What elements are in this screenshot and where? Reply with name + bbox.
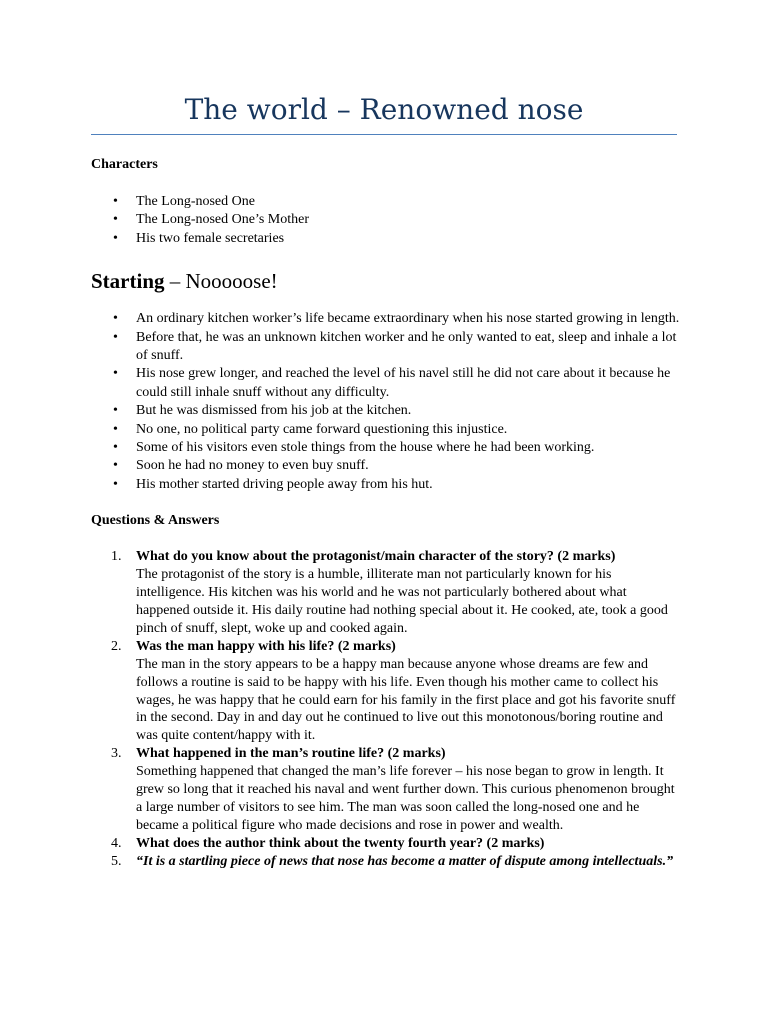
list-item-text: But he was dismissed from his job at the kitchen. [136, 403, 412, 419]
list-item-text: The Long-nosed One [136, 194, 255, 209]
list-item [91, 402, 681, 420]
qa-item [91, 835, 681, 853]
list-item [91, 193, 681, 211]
qa-question: What do you know about the protagonist/main character of the story? (2 marks) [136, 549, 616, 565]
list-item [91, 421, 681, 439]
list-item-text: His two female secretaries [136, 230, 285, 246]
qa-item [91, 638, 681, 745]
page-title: The world – Renowned nose [184, 93, 584, 126]
qa-question: What happened in the man’s routine life? (2 marks) [136, 746, 446, 762]
bullet-icon: • [113, 212, 118, 228]
bullet-icon: • [113, 476, 118, 492]
list-item-text: His nose grew longer, and reached the level of his navel still he did not care about it because he could still inhale snuff without any difficulty. [136, 366, 671, 400]
list-item-text: Some of his visitors even stole things from the house where he had been working. [136, 440, 595, 456]
bullet-icon: • [113, 366, 118, 382]
bullet-icon: • [113, 403, 118, 419]
list-item-text: The Long-nosed One’s Mother [136, 212, 310, 228]
title-underline [91, 134, 677, 135]
list-item [91, 439, 681, 457]
list-item [91, 211, 681, 229]
document-body [91, 156, 681, 871]
qa-item [91, 745, 681, 835]
starting-heading-rest: – Nooooose! [164, 269, 278, 294]
qa-question: What does the author think about the twenty fourth year? (2 marks) [136, 835, 545, 851]
list-item-text: An ordinary kitchen worker’s life became extraordinary when his nose started growing in length. [136, 311, 680, 327]
list-item [91, 476, 681, 494]
qa-number: 1. [111, 549, 122, 565]
bullet-icon: • [113, 421, 118, 437]
qa-item [91, 548, 681, 638]
list-item [91, 230, 681, 248]
list-item-text: Soon he had no money to even buy snuff. [136, 458, 369, 474]
list-item [91, 457, 681, 475]
qa-answer: Something happened that changed the man’s life forever – his nose began to grow in length. It grew so long that it reached his naval and went further down. This curious phenomenon brought a large number of visitors to see him. The man was soon called the long-nosed one and he became a political figure who made decisions and rose in power and wealth. [136, 764, 675, 833]
qa-item [91, 853, 681, 871]
qa-question: Was the man happy with his life? (2 marks) [136, 638, 396, 654]
list-item [91, 310, 681, 328]
qa-number: 2. [111, 638, 122, 654]
qa-number: 5. [111, 853, 122, 869]
bullet-icon: • [113, 194, 118, 209]
list-item-text: No one, no political party came forward questioning this injustice. [136, 421, 508, 437]
list-item-text: His mother started driving people away from his hut. [136, 476, 433, 492]
bullet-icon: • [113, 311, 118, 327]
qa-list [91, 548, 681, 870]
qa-answer: The man in the story appears to be a happy man because anyone whose dreams are few and follows a routine is said to be happy with his life. Even though his mother came to collect his wages, he was happy that he could earn for his family in the first place and got his favorite snuff in the second. Day in and day out he continued to live out this monotonous/boring routine and was quite content/happy with it. [136, 656, 676, 744]
qa-heading: Questions & Answers [91, 513, 220, 529]
qa-quote: “It is a startling piece of news that nose has become a matter of dispute among intellectuals.” [136, 853, 674, 869]
bullet-icon: • [113, 230, 118, 246]
list-item [91, 329, 681, 366]
starting-heading [91, 268, 681, 294]
bullet-icon: • [113, 440, 118, 456]
starting-list [91, 310, 681, 494]
bullet-icon: • [113, 458, 118, 474]
qa-answer: The protagonist of the story is a humble, illiterate man not particularly known for his intelligence. His kitchen was his world and he was not particularly bothered about what happened outside it. His daily routine had nothing special about it. He cooked, ate, took a good pinch of snuff, slept, woke up and cooked again. [136, 567, 668, 636]
qa-number: 3. [111, 746, 122, 762]
list-item [91, 365, 681, 402]
qa-number: 4. [111, 835, 122, 851]
list-item-text: Before that, he was an unknown kitchen worker and he only wanted to eat, sleep and inhale a lot of snuff. [136, 329, 677, 364]
starting-heading-bold: Starting [91, 269, 165, 294]
characters-heading: Characters [91, 157, 158, 172]
bullet-icon: • [113, 329, 118, 345]
characters-list [91, 193, 681, 248]
